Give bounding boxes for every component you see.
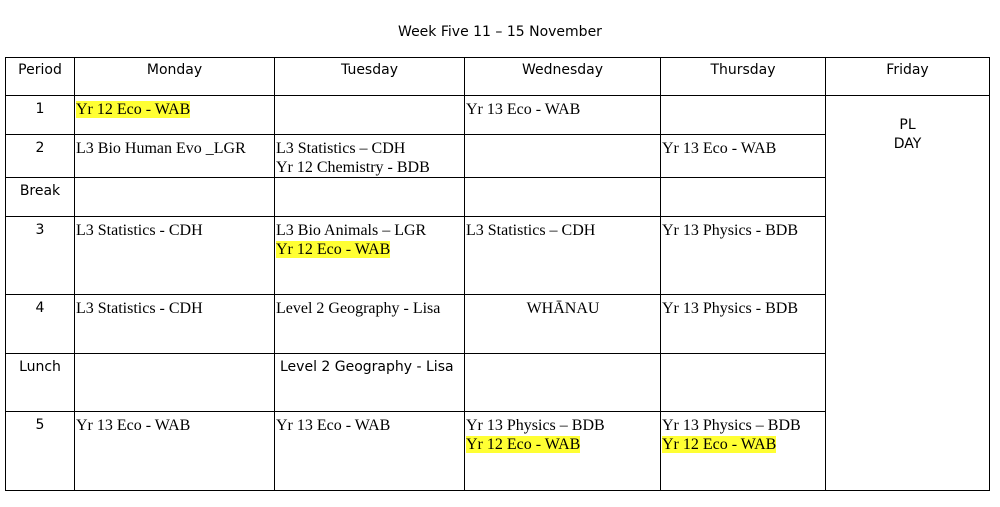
class-entry: Yr 13 Physics – BDB <box>466 417 605 434</box>
thursday-cell <box>661 96 826 135</box>
tuesday-cell <box>275 178 465 217</box>
period-label: 4 <box>6 295 75 354</box>
tuesday-cell <box>275 135 465 178</box>
class-entry: Yr 13 Eco - WAB <box>662 140 777 157</box>
class-entry: Yr 13 Physics - BDB <box>662 300 799 317</box>
class-entry: L3 Statistics - CDH <box>76 222 203 239</box>
period-label: 2 <box>6 135 75 178</box>
thursday-cell <box>661 135 826 178</box>
friday-note: DAY <box>893 136 922 152</box>
tuesday-cell <box>275 354 465 412</box>
wednesday-cell <box>465 96 661 135</box>
header-period: Period <box>6 58 75 96</box>
monday-cell <box>75 96 275 135</box>
header-row <box>6 58 990 96</box>
thursday-cell <box>661 412 826 491</box>
class-entry: Level 2 Geography - Lisa <box>280 359 454 375</box>
class-entry: Yr 12 Chemistry - BDB <box>276 159 430 176</box>
wednesday-cell <box>465 217 661 295</box>
class-entry: Yr 13 Physics – BDB <box>662 417 801 434</box>
friday-pl-day-cell <box>826 96 990 491</box>
wednesday-cell <box>465 354 661 412</box>
class-entry: Yr 12 Eco - WAB <box>466 436 581 453</box>
header-friday: Friday <box>826 58 990 96</box>
timetable <box>5 57 990 491</box>
class-entry: Yr 13 Physics - BDB <box>662 222 799 239</box>
class-entry: L3 Statistics - CDH <box>76 300 203 317</box>
class-entry: Yr 13 Eco - WAB <box>466 101 581 118</box>
class-entry: WHĀNAU <box>526 300 600 317</box>
header-thursday: Thursday <box>661 58 826 96</box>
class-entry: Yr 12 Eco - WAB <box>662 436 777 453</box>
wednesday-cell <box>465 295 661 354</box>
monday-cell <box>75 217 275 295</box>
class-entry: Yr 13 Eco - WAB <box>276 417 391 434</box>
monday-cell <box>75 135 275 178</box>
period-row <box>6 96 990 135</box>
header-monday: Monday <box>75 58 275 96</box>
wednesday-cell <box>465 135 661 178</box>
wednesday-cell <box>465 178 661 217</box>
monday-cell <box>75 178 275 217</box>
tuesday-cell <box>275 96 465 135</box>
class-entry: Level 2 Geography - Lisa <box>276 300 441 317</box>
class-entry: L3 Bio Animals – LGR <box>276 222 427 239</box>
thursday-cell <box>661 295 826 354</box>
period-label: Break <box>6 178 75 217</box>
friday-note: PL <box>899 117 916 133</box>
monday-cell <box>75 295 275 354</box>
thursday-cell <box>661 178 826 217</box>
monday-cell <box>75 354 275 412</box>
header-wednesday: Wednesday <box>465 58 661 96</box>
monday-cell <box>75 412 275 491</box>
class-entry: L3 Statistics – CDH <box>466 222 596 239</box>
class-entry: L3 Bio Human Evo _LGR <box>76 140 246 157</box>
period-label: 1 <box>6 96 75 135</box>
period-label: Lunch <box>6 354 75 412</box>
tuesday-cell <box>275 295 465 354</box>
tuesday-cell <box>275 217 465 295</box>
page-title: Week Five 11 – 15 November <box>398 24 602 40</box>
class-entry: Yr 12 Eco - WAB <box>276 241 391 258</box>
period-label: 5 <box>6 412 75 491</box>
wednesday-cell <box>465 412 661 491</box>
thursday-cell <box>661 354 826 412</box>
thursday-cell <box>661 217 826 295</box>
header-tuesday: Tuesday <box>275 58 465 96</box>
class-entry: Yr 13 Eco - WAB <box>76 417 191 434</box>
class-entry: Yr 12 Eco - WAB <box>76 101 191 118</box>
period-label: 3 <box>6 217 75 295</box>
class-entry: L3 Statistics – CDH <box>276 140 406 157</box>
tuesday-cell <box>275 412 465 491</box>
